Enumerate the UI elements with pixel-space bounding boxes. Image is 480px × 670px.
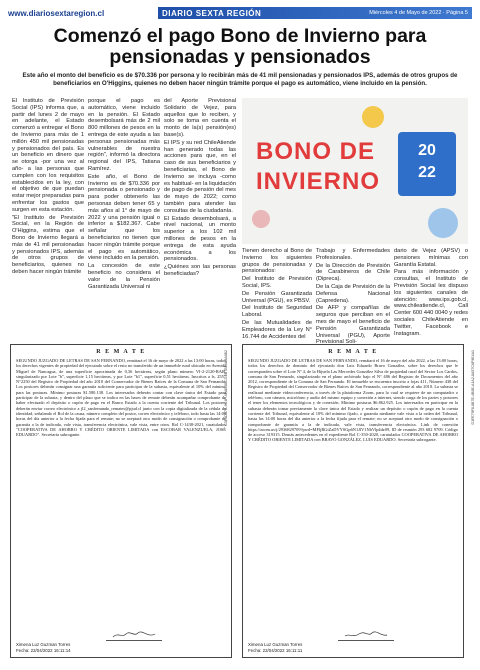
- signature-line: [338, 631, 394, 641]
- remate-signer: [248, 642, 302, 653]
- paragraph: De AFP y compañías de seguros que perciban en el mes de mayo el beneficio de Pensión Garantizada Universal (PGU), Aporte Previsional Soli-: [316, 305, 390, 346]
- remate-body: SEGUNDO JUZGADO DE LETRAS DE SAN FERNANDO, remátará el 16 de mayo del año 2022, a las 13:00 horas, todos los derechos de dominio del ejecutado don Luis Eduardo Bravo González, sobre los derechos que le corresponden sobre el Lote Nº 4, de la Hijuela Las Mercedes González Silva de propiedad rural del Sector Los Cardos, comuna de San Fernando, singularizado en el plano archivado bajo el N° 486 del Registro de Documentos del año 2012, correspondiente de la Comuna de San Fernando. El inmueble se encuentra inscrito a fojas 411, Número 438 del Registro de Propiedad del Conservador de Bienes Raíces de San Fernando, correspondiente al año 2010. La subasta se realizará mediante videoconferencia, a través de la plataforma Zoom, para lo cual se requiere de un computador o teléfono, con cámara, micrófono y audio del mismo equipo y conexión a internet, siendo carga de los partes y postores el tener los elementos tecnológicos y de conexión. Mínimo posturas $6.862.925. Los interesados en participar en la subasta deberán tomar previamente la clave única del Estado y realizar un depósito o cupón de pago en la cuenta corriente del Tribunal, equivalente al 10% del mínimo fijado, o garantía mediante vale vista a la orden del Tribunal, hasta las 14:00 horas del día anterior a la fecha fijada para el remate; no se aceptará otro modo de consignación o comprobante de garantía a la de indicada, vale vista, transferencia electrónica. Link de conexión https://zoom.us/j/2936829709?pwd=MFljRGtZaDVYSGp6N1JlV1NhVlp4dz09, ID de reunión 293 682 9709. Código de acceso 319315. Demás antecedentes en el expediente Rol C-350-2020, caratulados COOPERATIVA DE AHORRO Y CRÉDITO ORIENTE LIMITADA con BRAVO GONZÁLEZ, LUIS EDUARDO. Secretaría subrogante.: [248, 358, 458, 443]
- sun-icon: [362, 106, 384, 128]
- bono-invierno-banner: [242, 98, 468, 244]
- remate-heading: R E M A T E: [328, 349, 378, 355]
- year-top: 20: [418, 142, 436, 159]
- year-bottom: 22: [418, 164, 436, 181]
- signer-name: Ximena Luz Guzman Torres: [16, 642, 71, 648]
- banner-word-bono: BONO DE: [256, 138, 376, 165]
- dot-icon: [252, 210, 270, 228]
- paragraph: ¿Quiénes son las personas beneficiadas?: [164, 264, 236, 277]
- remate-heading: R E M A T E: [96, 349, 146, 355]
- remate-footer: [248, 619, 458, 653]
- paragraph: Tienen derecho al Bono de Invierno los siguientes grupos de pensionadas y pensionados:: [242, 248, 312, 275]
- banner-year-badge: [398, 132, 456, 196]
- signed-date: Fecha: 22/04/2022 16:11:11: [248, 647, 303, 653]
- article-lead: Este año el monto del beneficio es de $70.336 por persona y lo recibirán más de 41 mil pensionadas y pensionados IPS, además de otros grupos de beneficiarios en O'Higgins, quienes no deben hacer ningún trámite porque el pago es automático, viene incluido en la pensión.: [22, 72, 458, 87]
- article-column-1: [12, 98, 84, 277]
- remate-body: SEGUNDO JUZGADO DE LETRAS DE SAN FERNANDO, remátará el 16 de mayo de 2022 a las 13:00 horas, todos los derechos vigentes de propiedad del ejecutado sobre el resto no transferido de un inmueble rural ubicado en Avenida Miguel de Nancagua, de una superficie aproximada de 0,36 hectáreas, según plano número VI-2-2120-RAR, singularizado por Lote "b", superficie 1,15 hectáreas, y por Lote "b1", superficie 0,51 hectáreas. Inscritos a fs. 2557 N°2250 del Registro de Propiedad del año 2010 del Conservador de Bienes Raíces de la Comuna de San Fernando. Los postores deberán consignar una garantía suficiente para participar de la subasta, equivalente al 10% del mínimo para las posturas. Mínimo posturas $1.580.138. Los interesados deberán contar con clave única del Estado para participar de la subasta, y dentro del plazo que se indica en las bases de remate deberán acompañar comprobante de haber efectuado el depósito o cupón de pago en el Banco Estado a la cuenta corriente del Tribunal. Los postores deberán enviar correo electrónico a jl2_sanfernando_remates@pjud.cl junto con la copia digitalizada de la cédula de identidad, señalando el Rol de la causa, número completo del postor, correo electrónico y teléfono, todo hasta las 14:00 horas del día anterior a la fecha fijada para el remate; no se aceptará otro modo de consignación o comprobante de garantía a la de indicada, vale vista, transferencia electrónica, vale vista, entre otros. Rol C-1438-2021, caratulados "COOPERATIVA DE AHORRO Y CRÉDITO ORIENTE LIMITADA con ESCOBAR VALENZUELA, JOSÉ EDUARDO". Secretaría subrogante.: [16, 358, 226, 438]
- paragraph: Este año, el Bono de Invierno es de $70.336 por pensionada o pensionado y para poder obtenerlo las personas deben tener 65 y más años al 1° de mayo de 2022 y una pensión igual o inferior a $182.367. Cabe señalar que los beneficiarios no tienen que hacer ningún trámite porque el pago es automático, viene incluido en la pensión.: [88, 173, 160, 262]
- remate-footer: [16, 619, 226, 653]
- article-column-5: [316, 248, 390, 347]
- document-code-left: C3E1DA7A-9C4F-4EAB-88C3-2D7B16A8A6B2: [224, 350, 228, 426]
- article-column-4: [242, 248, 312, 341]
- paragraph: El Estado desembolsará, a nivel nacional, un monto superior a los 102 mil millones de pesos en la entrega de esta ayuda económica a los pensionados.: [164, 215, 236, 263]
- article-title: Comenzó el pago Bono de Invierno para pensionadas y pensionados: [53, 25, 427, 68]
- remate-signer: [16, 642, 71, 653]
- banner-word-invierno: INVIERNO: [256, 168, 381, 195]
- paragraph: Trabajo y Enfermedades Profesionales.: [316, 248, 390, 261]
- site-url[interactable]: www.diariosextaregion.cl: [8, 8, 105, 18]
- paragraph: De la Caja de Previsión de la Defensa Nacional (Capredena).: [316, 283, 390, 304]
- legal-notices: [10, 344, 470, 658]
- header-bar: [158, 7, 472, 19]
- paragraph: dario de Vejez (APSV) o pensiones mínimas con Garantía Estatal.: [394, 248, 468, 268]
- paragraph: De Pensión Garantizada Universal (PGU), ex PBSV.: [242, 290, 312, 304]
- issue-date: Miércoles 4 de Mayo de 2022 · Página 5: [369, 10, 468, 16]
- snowball-icon: [428, 208, 458, 238]
- document-code-right: D1FE79F8-8B7E-4B8E-A1A2-8A57C6F9E4A1: [471, 350, 475, 425]
- article-column-6: [394, 248, 468, 338]
- paragraph: "El Instituto de Previsión Social, en la Región de O'Higgins, estima que el Bono de Invierno llegará a más de 41 mil pensionadas y pensionados IPS, además de otros grupos de beneficiarios, quienes no deben hacer ningún trámite: [12, 214, 84, 275]
- paragraph: La concesión de este beneficio no considera el valor de la Pensión Garantizada Universal ni: [88, 263, 160, 290]
- paragraph: Del Instituto de Previsión Social, IPS.: [242, 276, 312, 289]
- signer-name: Ximena Luz Guzman Torres: [248, 642, 303, 648]
- paragraph: porque el pago es automático, viene incluido en la pensión. El Estado desembolsará más de 2 mil 800 millones de pesos en la entrega de este ayuda a las personas pensionadas más vulnerables de nuestra región", informó la directora regional del IPS, Tatiana Ramírez.: [88, 98, 160, 172]
- paragraph: El Instituto de Previsión Social (IPS) informa que, a partir del lunes 2 de mayo en adelante, el Estado comenzó a entregar el Bono de Invierno para más de 1 millón 450 mil pensionadas y pensionados del país. Es un beneficio en dinero que se otorga -por una vez al año- a las personas que cumplen con los requisitos establecidos en la ley, con el objetivo de que puedan estar mejor preparadas para enfrentar los gastos que surgen en esta estación.: [12, 98, 84, 213]
- article-column-3: [164, 98, 236, 279]
- remate-notice-2: [242, 344, 464, 658]
- paragraph: Del Instituto de Seguridad Laboral.: [242, 305, 312, 319]
- signature-line: [106, 631, 162, 641]
- signed-date: Fecha: 22/04/2022 16:11:14: [16, 647, 71, 653]
- paragraph: De la Dirección de Previsión de Carabineros de Chile (Dipreca).: [316, 262, 390, 283]
- paragraph: El IPS y su red ChileAtiende han generado todas las acciones para que, en el caso de sus beneficiarios y beneficiarias, el Bono de Invierno se incluya -como es habitual- en la liquidación de pago de pensión del mes de mayo de 2022; como también para atender las consultas de la ciudadanía.: [164, 139, 236, 214]
- paragraph: del Aporte Previsional Solidario de Vejez, para aquellos que lo reciben, y solo se toma en cuenta el monto de la(s) pensión(es) base(s).: [164, 98, 236, 138]
- paragraph: Para más información y consultas, el Instituto de Previsión Social les dispuso los siguientes canales de atención: www.ips.gob.cl, www.chileatiende.cl, Call Center 600 440 0040 y redes sociales ChileAtiende en Twitter, Facebook e Instagram.: [394, 269, 468, 337]
- article-column-2: [88, 98, 160, 291]
- newspaper-brand: DIARIO SEXTA REGIÓN: [162, 8, 262, 18]
- paragraph: De las Mutualidades de Empleadores de la Ley N° 16.744 de Accidentes del: [242, 319, 312, 340]
- remate-notice-1: [10, 344, 232, 658]
- page-header: [8, 6, 472, 20]
